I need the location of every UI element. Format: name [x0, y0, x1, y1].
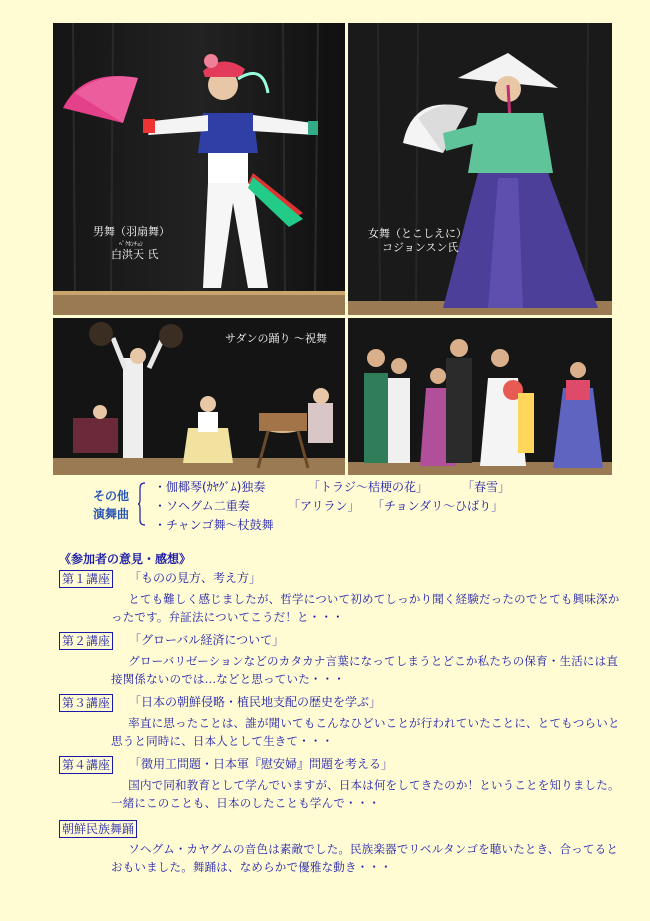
piece-kayagum-solo: ・伽椰琴(ｶﾔｸﾞﾑ)独奏	[154, 480, 266, 494]
photo-female-dancer	[348, 23, 612, 315]
opinions-title: 《参加者の意見・感想》	[59, 552, 192, 566]
lecture-2-comment: グローバリゼーションなどのカタカナ言葉になってしまうとどこか私たちの保育・生活には直接関係ないのでは…などと思っていた・・・	[111, 654, 619, 686]
other-pieces-section	[78, 478, 638, 534]
lecture-block-2	[59, 632, 629, 686]
piece-chondari: 「チョンダリ～ひばり」	[372, 499, 504, 513]
piece-toraji: 「トラジ～桔梗の花」	[308, 480, 429, 494]
photo-ensemble	[53, 318, 345, 475]
dance-comment: ソヘグム・カヤグムの音色は素敵でした。民族楽器でリベルタンゴを聴いたとき、合ってるとおもいました。舞踊は、なめらかで優雅な動き・・・	[111, 842, 619, 874]
lecture-3-badge: 第３講座	[59, 694, 113, 712]
female-dancer-name: コジョンスン氏	[382, 241, 459, 254]
other-pieces-heading-line1: その他	[92, 489, 129, 503]
female-dancer-dance-name: 女舞（とこしえに）	[368, 227, 467, 240]
lecture-4-comment: 国内で同和教育として学んでいますが、日本は何をしてきたのか！ということを知りました。一緒にこのことも、日本のしたことも学んで・・・	[111, 778, 620, 810]
male-dancer-name-block	[111, 241, 159, 262]
other-pieces-heading-line2: 演舞曲	[92, 507, 129, 521]
lecture-2-badge: 第２講座	[59, 632, 113, 650]
lecture-block-4	[59, 756, 629, 810]
lecture-1-comment: とても難しく感じましたが、哲学について初めてしっかり聞く経験だったのでとても興味深かったです。弁証法についてこうだ！と・・・	[111, 592, 620, 624]
piece-spring-snow: 「春雪」	[462, 480, 511, 494]
photo-curtain-call	[348, 318, 612, 475]
lecture-block-dance	[59, 820, 629, 874]
curtain-call-image	[348, 318, 612, 475]
lecture-3-title: 「日本の朝鮮侵略・植民地支配の歴史を学ぶ」	[129, 695, 382, 709]
dance-badge: 朝鮮民族舞踊	[59, 820, 137, 838]
curly-brace-icon	[138, 482, 146, 526]
male-dancer-ruby: ﾍﾟｸﾎﾝﾁｮﾝ	[119, 241, 144, 248]
male-dancer-image	[53, 23, 345, 315]
lecture-block-3	[59, 694, 629, 748]
photo-male-dancer	[53, 23, 345, 315]
lecture-1-badge: 第１講座	[59, 570, 113, 588]
other-pieces-heading	[90, 487, 132, 523]
lecture-2-title: 「グローバル経済について」	[129, 633, 285, 647]
piece-sohegum-duet: ・ソヘグム二重奏	[154, 499, 250, 513]
male-dancer-dance-name: 男舞（羽扇舞）	[93, 225, 170, 238]
ensemble-caption: サダンの踊り ～祝舞	[225, 332, 328, 345]
lecture-1-title: 「ものの見方、考え方」	[129, 571, 262, 585]
female-dancer-image	[348, 23, 612, 315]
piece-arirang: 「アリラン」	[288, 499, 360, 513]
lecture-block-1	[59, 570, 629, 624]
lecture-4-badge: 第４講座	[59, 756, 113, 774]
lecture-4-title: 「徴用工問題・日本軍『慰安婦』問題を考える」	[129, 757, 394, 771]
piece-janggo-dance: ・チャンゴ舞～杖鼓舞	[154, 518, 274, 532]
male-dancer-caption	[93, 225, 170, 239]
male-dancer-name: 白洪天 氏	[111, 248, 159, 261]
lecture-3-comment: 率直に思ったことは、誰が聞いてもこんなひどいことが行われていたことに、とてもつらいと思うと同時に、日本人として生きて・・・	[111, 716, 620, 748]
